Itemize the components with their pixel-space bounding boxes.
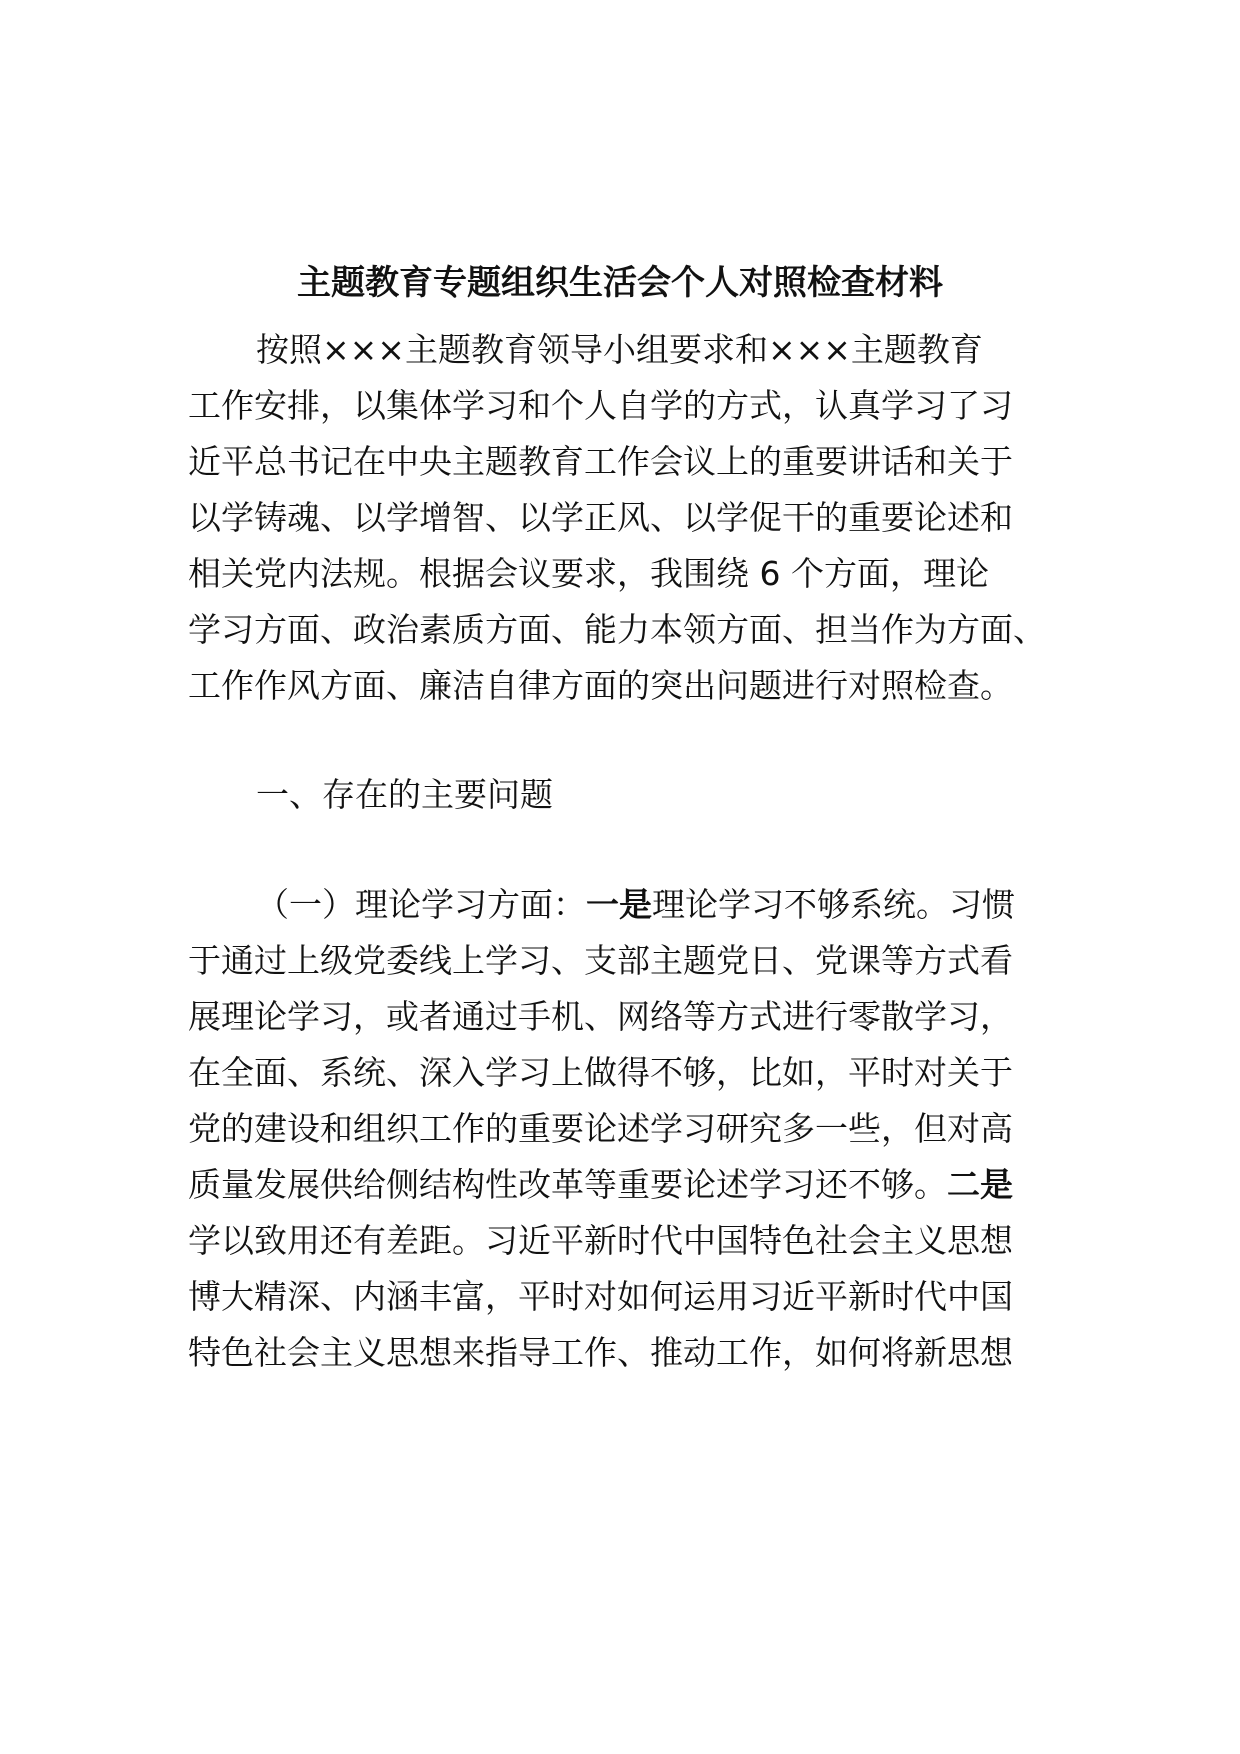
point-two-marker: 二是 xyxy=(947,1165,1013,1204)
document-title: 主题教育专题组织生活会个人对照检查材料 xyxy=(297,263,943,303)
intro-line-4: 以学铸魂、以学增智、以学正风、以学促干的重要论述和 xyxy=(188,498,1013,537)
subsection-line-1 xyxy=(256,885,1015,925)
subsection-line-4: 在全面、系统、深入学习上做得不够，比如，平时对关于 xyxy=(188,1053,1013,1092)
subsection-line-2: 于通过上级党委线上学习、支部主题党日、党课等方式看 xyxy=(188,941,1013,980)
subsection-line-8: 博大精深、内涵丰富，平时对如何运用习近平新时代中国 xyxy=(188,1277,1013,1316)
subsection-line-9: 特色社会主义思想来指导工作、推动工作，如何将新思想 xyxy=(188,1333,1013,1372)
intro-line-2: 工作安排，以集体学习和个人自学的方式，认真学习了习 xyxy=(188,386,1013,425)
subsection-line-6 xyxy=(188,1165,1013,1205)
intro-line-1: 按照×××主题教育领导小组要求和×××主题教育 xyxy=(256,330,983,369)
subsection-line-5: 党的建设和组织工作的重要论述学习研究多一些，但对高 xyxy=(188,1109,1013,1148)
intro-line-7: 工作作风方面、廉洁自律方面的突出问题进行对照检查。 xyxy=(188,666,1013,705)
section-heading: 一、存在的主要问题 xyxy=(256,775,553,814)
subsection-line-1-text: 理论学习不够系统。习惯 xyxy=(652,885,1015,924)
intro-line-5: 相关党内法规。根据会议要求，我围绕 6 个方面，理论 xyxy=(188,554,989,593)
subsection-label: （一）理论学习方面： xyxy=(256,885,586,924)
subsection-line-6-text: 质量发展供给侧结构性改革等重要论述学习还不够。 xyxy=(188,1165,947,1204)
intro-line-3: 近平总书记在中央主题教育工作会议上的重要讲话和关于 xyxy=(188,442,1013,481)
subsection-line-7: 学以致用还有差距。习近平新时代中国特色社会主义思想 xyxy=(188,1221,1013,1260)
intro-line-6: 学习方面、政治素质方面、能力本领方面、担当作为方面、 xyxy=(188,610,1046,649)
subsection-line-3: 展理论学习，或者通过手机、网络等方式进行零散学习， xyxy=(188,997,1013,1036)
point-one-marker: 一是 xyxy=(586,885,652,924)
